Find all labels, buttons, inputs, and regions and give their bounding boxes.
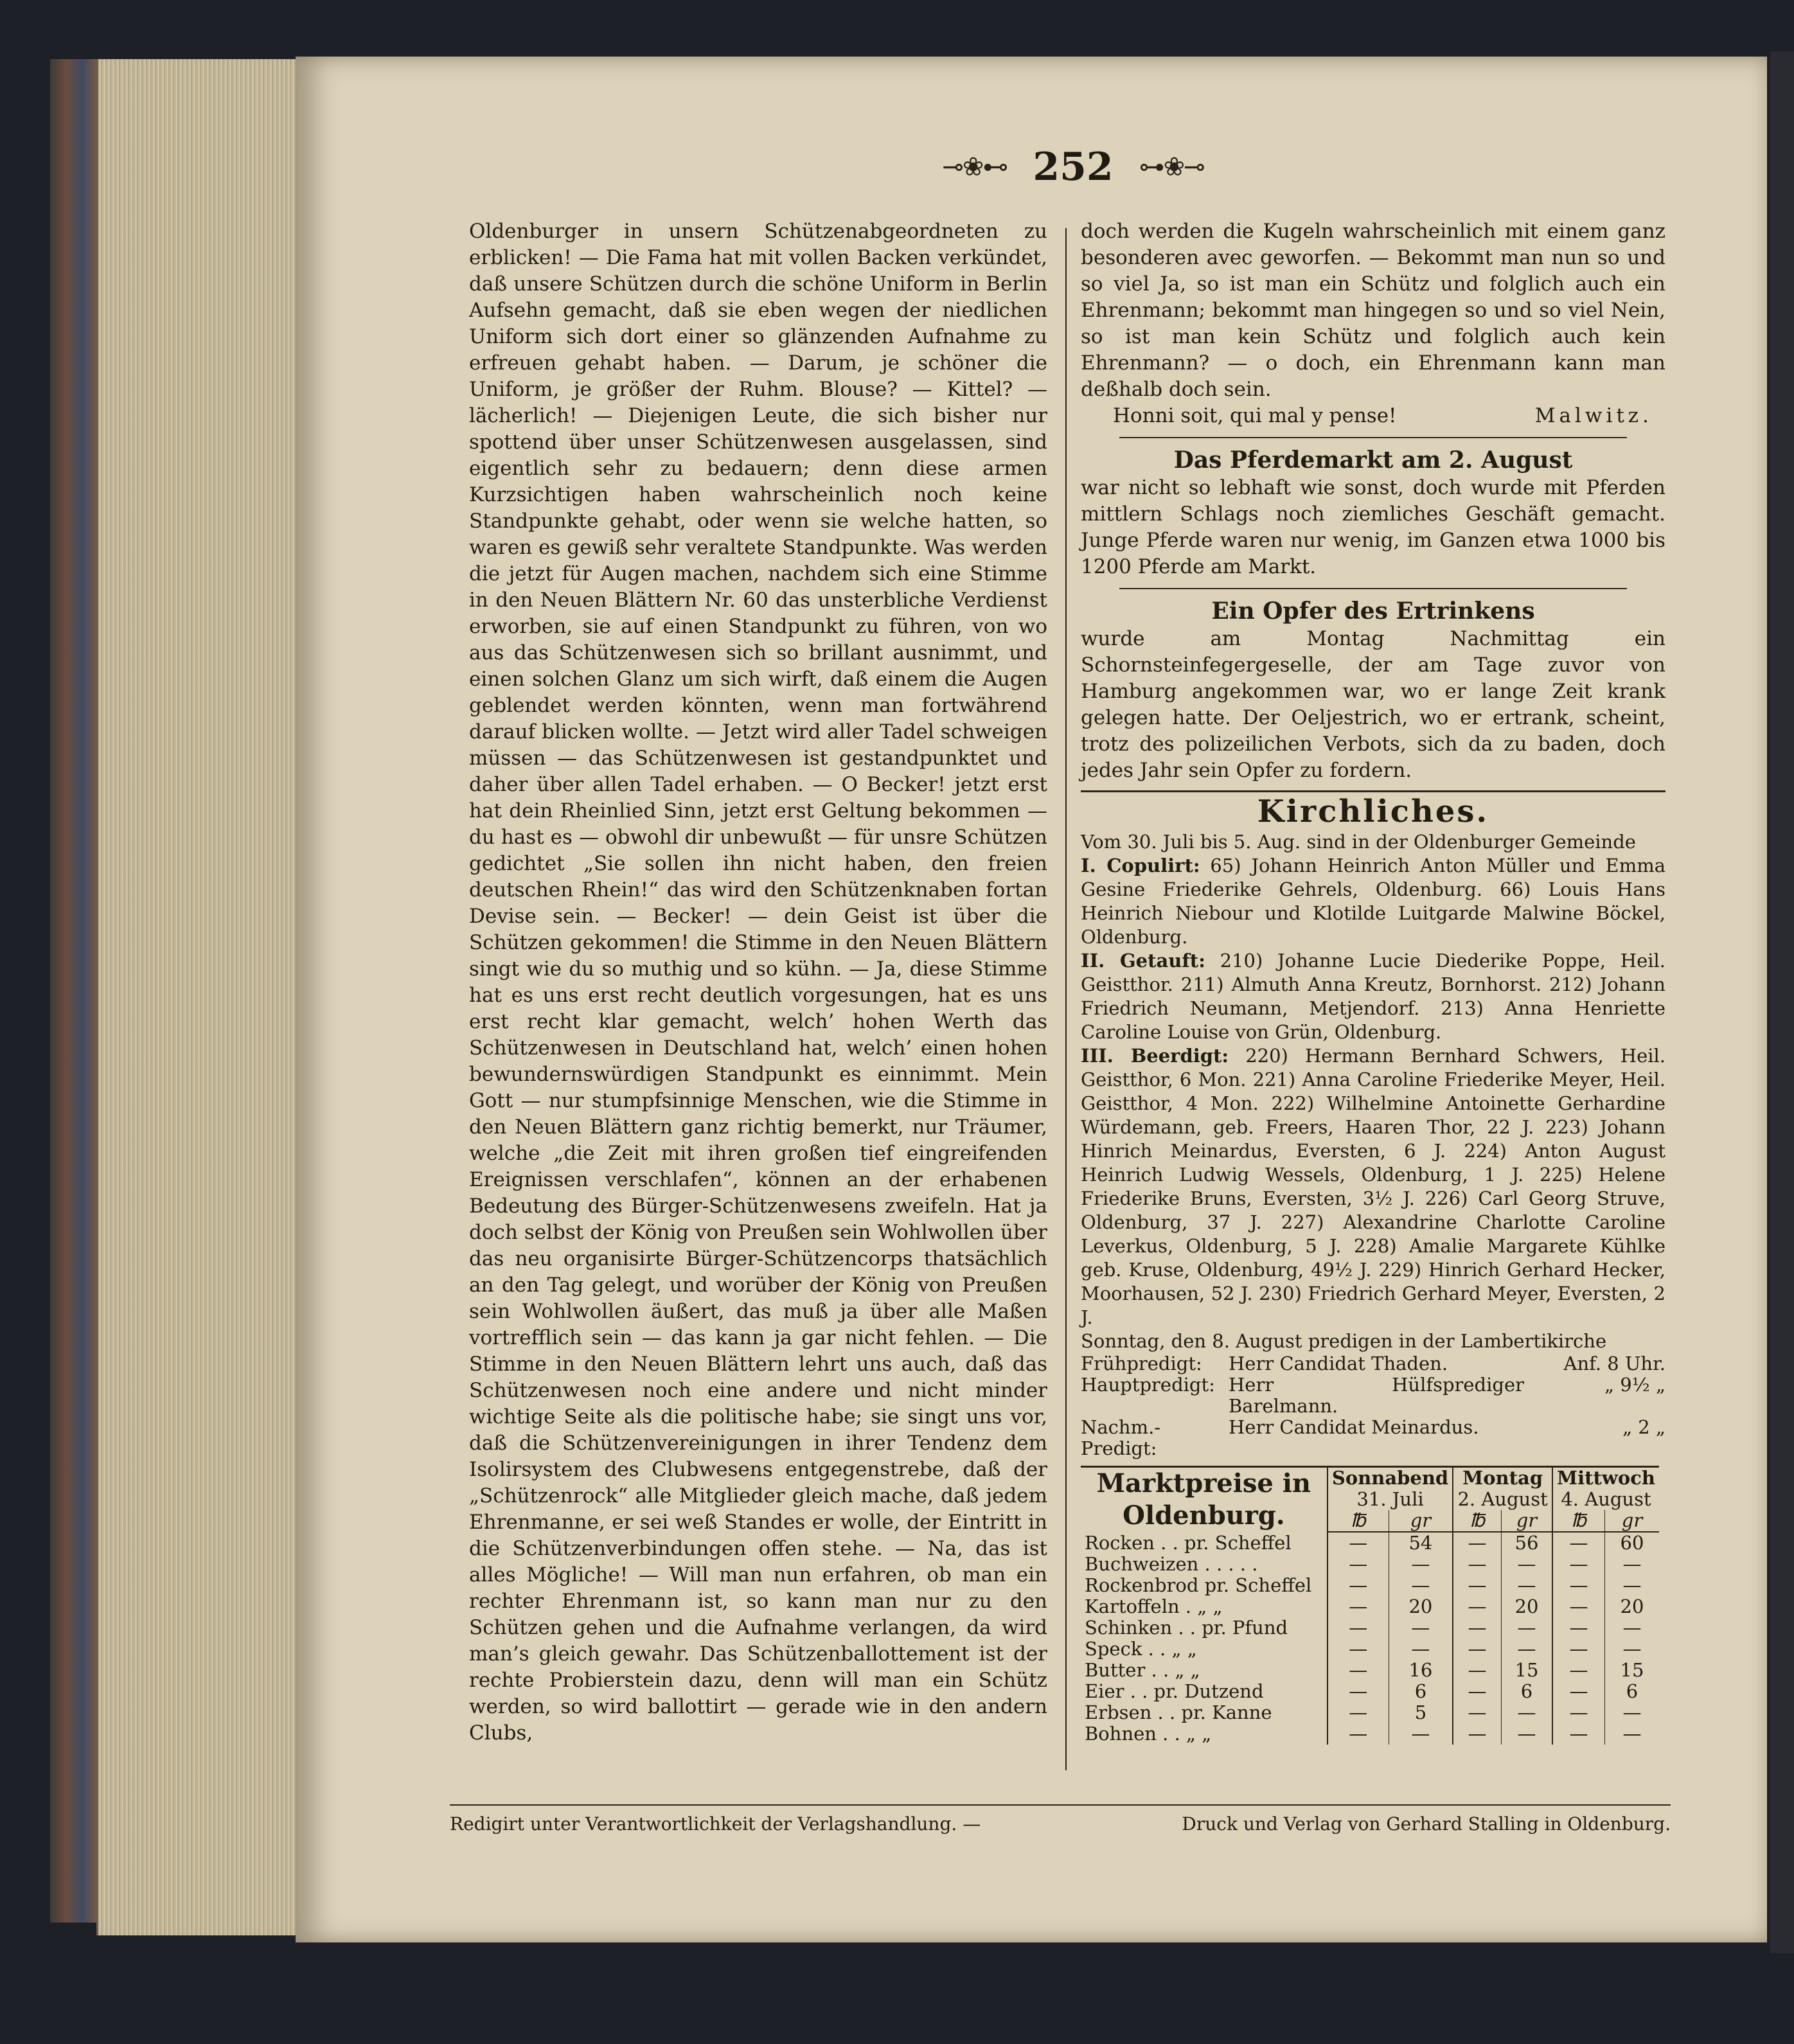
sermon-schedule — [1081, 1353, 1665, 1459]
section-rule-full — [1081, 790, 1665, 792]
prices-title — [1081, 1467, 1328, 1533]
price-value: — — [1453, 1660, 1501, 1681]
page-header — [919, 145, 1227, 190]
price-value: — — [1328, 1575, 1389, 1596]
price-value: — — [1453, 1617, 1501, 1639]
price-item: Eier . . pr. Dutzend — [1085, 1680, 1264, 1702]
unit-groschen: gr — [1501, 1510, 1552, 1532]
price-value: — — [1453, 1702, 1501, 1723]
price-value: — — [1552, 1681, 1604, 1702]
price-value: — — [1501, 1639, 1552, 1660]
price-value: 54 — [1389, 1532, 1453, 1554]
price-rows — [1081, 1532, 1659, 1745]
price-row — [1081, 1575, 1659, 1596]
price-row — [1081, 1702, 1659, 1723]
price-value: — — [1389, 1639, 1453, 1660]
unit-thaler: ℔ — [1453, 1510, 1501, 1532]
left-column-text: Oldenburger in unsern Schützenabgeordneten zu erblicken! — Die Fama hat mit vollen Backen verkündet, daß unsere Schützen durch die schöne Uniform in Berlin Aufsehn gemacht, daß sie eben wegen der niedlichen Uniform sich dort einer so glänzenden Aufnahme zu erfreuen gehabt haben. — Darum, je schöner die Uniform, je größer der Ruhm. Blouse? — Kittel? — lächerlich! — Diejenigen Leute, die sich bisher nur spottend über unser Schützenwesen ausgelassen, sind eigentlich sehr zu bedauern; denn diese armen Kurzsichtigen haben wahrscheinlich noch keine Standpunkte gehabt, oder wenn sie welche hatten, so waren es gewiß sehr veraltete Standpunkte. Was werden die jetzt für Augen machen, nachdem sich eine Stimme in den Neuen Blättern Nr. 60 das unsterbliche Verdienst erworben, sie auf einen Standpunkt zu führen, von wo aus das Schützenwesen sich so brillant ausnimmt, und einen solchen Glanz um sich wirft, daß einem die Augen geblendet werden könnten, wenn man fortwährend darauf blicken wollte. — Jetzt wird aller Tadel schweigen müssen — das Schützenwesen ist gestandpunktet und daher über allen Tadel erhaben. — O Becker! jetzt erst hat dein Rheinlied Sinn, jetzt erst Geltung bekommen — du hast es — obwohl dir unbewußt — für unsre Schützen gedichtet „Sie sollen ihn nicht haben, den freien deutschen Rhein!“ das wird den Schützenknaben fortan Devise sein. — Becker! — dein Geist ist über die Schützen gekommen! die Stimme in den Neuen Blättern singt wie du so muthig und so kühn. — Ja, diese Stimme hat es uns erst recht deutlich vorgesungen, hat es uns erst recht klar gemacht, welch’ hohen Werth das Schützenwesen in Deutschland hat, welch’ einen hohen bewundernswürdigen Standpunkt es einnimmt. Mein Gott — nur stumpfsinnige Menschen, wie die Stimme in den Neuen Blättern ganz richtig bemerkt, nur Träumer, welche „die Zeit mit ihren großen tief eingreifenden Ereignissen verschlafen“, können an der erhabenen Bedeutung des Bürger-Schützenwesens zweifeln. Hat ja doch selbst der König von Preußen sein Wohlwollen über das neu organisirte Bürger-Schützencorps thatsächlich an den Tag gelegt, und worüber der König von Preußen sein Wohlwollen äußert, das muß ja über alle Maßen vortrefflich sein — das kann ja gar nicht fehlen. — Die Stimme in den Neuen Blättern lehrt uns auch, daß das Schützenwesen noch eine andere und nicht minder wichtige Seite als die politische habe; sie singt uns vor, daß die Schützenvereinigungen in ihrer Tendenz dem Isolirsystem des Clubwesens entgegenstrebe, daß der „Schützenrock“ alle Mitglieder gleich mache, daß jedem Ehrenmanne, er sei weß Standes er wolle, der Eintritt in die Schützenverbindungen offen stehe. — Na, das ist alles Mögliche! — Will man nun erfahren, ob man ein rechter Ehrenmann ist, so kann man nur zu den Schützen gehen und die Aufnahme verlangen, da wird man’s gleich gewahr. Das Schützenballottement ist der rechte Probierstein dazu, denn will man ein Schütz werden, so wird ballottirt — gerade wie in den andern Clubs, — [469, 220, 1047, 1745]
price-value: — — [1552, 1554, 1604, 1575]
market-prices-table — [1081, 1466, 1659, 1745]
article-signature-line — [1081, 403, 1665, 429]
date-header: 2. August — [1453, 1489, 1552, 1510]
price-value: — — [1552, 1639, 1604, 1660]
sermon-label: Frühpredigt: — [1081, 1353, 1202, 1374]
column-divider — [1065, 228, 1067, 1770]
baptized-entry — [1081, 949, 1665, 1044]
day-header: Sonnabend — [1328, 1467, 1453, 1489]
horse-market-title: Das Pferdemarkt am 2. August — [1173, 447, 1573, 474]
page-stack-edge — [96, 59, 304, 1935]
day-header: Montag — [1453, 1467, 1552, 1489]
price-value: — — [1604, 1575, 1659, 1596]
price-value: 6 — [1604, 1681, 1659, 1702]
price-item: Butter . . „ „ — [1085, 1659, 1200, 1681]
price-value: 20 — [1501, 1596, 1552, 1617]
baptized-heading: II. Getauft: — [1081, 950, 1205, 972]
price-value: 56 — [1501, 1532, 1552, 1554]
price-value: — — [1552, 1702, 1604, 1723]
article-continuation: doch werden die Kugeln wahrscheinlich mit einem ganz besonderen avec geworfen. — Bekommt man nun so und so viel Ja, so ist man ein Schütz und folglich auch ein Ehrenmann; bekommt man hingegen so und so viel Nein, so ist man kein Schütz und folglich auch kein Ehrenmann? — o doch, ein Ehrenmann kann man deßhalb doch sein. — [1081, 220, 1665, 401]
price-value: — — [1328, 1617, 1389, 1639]
church-intro: Vom 30. Juli bis 5. Aug. sind in der Oldenburger Gemeinde — [1081, 831, 1636, 853]
price-value: — — [1552, 1575, 1604, 1596]
price-value: — — [1453, 1639, 1501, 1660]
price-value: — — [1453, 1723, 1501, 1745]
price-value: — — [1552, 1596, 1604, 1617]
price-row — [1081, 1723, 1659, 1745]
motto: Honni soit, qui mal y pense! — [1113, 404, 1397, 427]
price-item: Schinken . . pr. Pfund — [1085, 1617, 1288, 1639]
section-rule — [1119, 437, 1627, 438]
baptized-list: 210) Johanne Lucie Diederike Poppe, Heil. Geistthor. 211) Almuth Anna Kreutz, Bornhorst. 212) Johann Friedrich Neumann, Metjendorf. 213) Anna Henriette Caroline Louise von Grün, Oldenburg. — [1081, 950, 1665, 1043]
price-item: Bohnen . . „ „ — [1085, 1723, 1212, 1745]
price-value: — — [1453, 1554, 1501, 1575]
price-value: 20 — [1604, 1596, 1659, 1617]
price-row — [1081, 1660, 1659, 1681]
price-item: Buchweizen . . . . . — [1085, 1553, 1258, 1575]
price-value: — — [1453, 1596, 1501, 1617]
sermon-label: Hauptpredigt: — [1081, 1374, 1215, 1396]
page-footer — [450, 1804, 1671, 1835]
footer-editorial: Redigirt unter Verantwortlichkeit der Verlagshandlung. — — [450, 1813, 981, 1835]
price-value: — — [1604, 1639, 1659, 1660]
unit-thaler: ℔ — [1552, 1510, 1604, 1532]
price-value: — — [1604, 1723, 1659, 1745]
sermon-row — [1081, 1353, 1665, 1374]
price-value: — — [1328, 1723, 1389, 1745]
sunday-sermons-intro: Sonntag, den 8. August predigen in der Lambertikirche — [1081, 1330, 1607, 1352]
price-row — [1081, 1532, 1659, 1554]
prices-header-row — [1081, 1467, 1659, 1489]
price-value: — — [1389, 1617, 1453, 1639]
copulated-heading: I. Copulirt: — [1081, 855, 1200, 876]
price-value: — — [1501, 1575, 1552, 1596]
scan-background-right — [1770, 51, 1794, 1953]
sermon-preacher: Herr Hülfsprediger Barelmann. — [1229, 1374, 1524, 1417]
section-rule — [1119, 588, 1627, 589]
price-item: Rockenbrod pr. Scheffel — [1085, 1574, 1312, 1596]
price-value: — — [1328, 1554, 1389, 1575]
price-value: — — [1328, 1681, 1389, 1702]
price-value: — — [1552, 1660, 1604, 1681]
sermon-row — [1081, 1374, 1665, 1417]
sermon-time: „ 2 „ — [1622, 1416, 1665, 1438]
price-value: — — [1501, 1617, 1552, 1639]
right-column — [1081, 218, 1665, 1745]
price-value: — — [1389, 1554, 1453, 1575]
price-value: 15 — [1604, 1660, 1659, 1681]
sermon-time: Anf. 8 Uhr. — [1563, 1353, 1665, 1374]
price-value: — — [1604, 1702, 1659, 1723]
price-value: — — [1328, 1532, 1389, 1554]
drowning-title: Ein Opfer des Ertrinkens — [1211, 598, 1535, 625]
page-number: 252 — [1033, 145, 1114, 190]
price-value: 16 — [1389, 1660, 1453, 1681]
unit-groschen: gr — [1604, 1510, 1659, 1532]
price-value: — — [1328, 1702, 1389, 1723]
price-row — [1081, 1617, 1659, 1639]
price-value: — — [1453, 1575, 1501, 1596]
date-header: 31. Juli — [1328, 1489, 1453, 1510]
price-row — [1081, 1596, 1659, 1617]
price-value: — — [1604, 1554, 1659, 1575]
price-value: 6 — [1389, 1681, 1453, 1702]
price-value: — — [1552, 1723, 1604, 1745]
price-item: Rocken . . pr. Scheffel — [1085, 1531, 1292, 1554]
sermon-label: Nachm.-Predigt: — [1081, 1416, 1161, 1459]
buried-heading: III. Beerdigt: — [1081, 1045, 1229, 1067]
price-item: Speck . . „ „ — [1085, 1638, 1197, 1660]
sermon-preacher: Herr Candidat Meinardus. — [1229, 1416, 1479, 1438]
price-value: — — [1389, 1575, 1453, 1596]
price-row — [1081, 1639, 1659, 1660]
price-value: — — [1328, 1660, 1389, 1681]
price-value: 20 — [1389, 1596, 1453, 1617]
price-row — [1081, 1554, 1659, 1575]
sermon-preacher: Herr Candidat Thaden. — [1229, 1353, 1448, 1374]
price-value: 5 — [1389, 1702, 1453, 1723]
price-value: — — [1552, 1617, 1604, 1639]
copulated-list: 65) Johann Heinrich Anton Müller und Emma Gesine Friederike Gehrels, Oldenburg. 66) Louis Hans Heinrich Niebour und Klotilde Luitgarde Malwine Böckel, Oldenburg. — [1081, 855, 1665, 948]
drowning-text: wurde am Montag Nachmittag ein Schornsteinfegergeselle, der am Tage zuvor von Hamburg angekommen war, wo er lange Zeit krank gelegen hatte. Der Oeljestrich, wo er ertrank, scheint, trotz des polizeilichen Verbots, sich da zu baden, doch jedes Jahr sein Opfer zu fordern. — [1081, 627, 1665, 782]
price-row — [1081, 1681, 1659, 1702]
price-value: — — [1552, 1532, 1604, 1554]
day-header: Mittwoch — [1552, 1467, 1659, 1489]
price-item: Erbsen . . pr. Kanne — [1085, 1702, 1272, 1723]
left-column — [469, 218, 1047, 1746]
copulated-entry — [1081, 854, 1665, 949]
sermon-time: „ 9½ „ — [1604, 1374, 1665, 1396]
sermon-row — [1081, 1417, 1665, 1459]
church-news — [1081, 830, 1665, 1353]
price-value: — — [1453, 1681, 1501, 1702]
ornament-left-icon: ⊸❀⊷ — [942, 152, 1008, 182]
buried-entry — [1081, 1044, 1665, 1329]
unit-groschen: gr — [1389, 1510, 1453, 1532]
price-value: — — [1604, 1617, 1659, 1639]
prices-title-line1: Marktpreise in — [1096, 1468, 1311, 1498]
ornament-right-icon: ⊶❀⊸ — [1139, 152, 1204, 182]
price-value: — — [1389, 1723, 1453, 1745]
date-header: 4. August — [1552, 1489, 1659, 1510]
footer-printer: Druck und Verlag von Gerhard Stalling in Oldenburg. — [1182, 1813, 1671, 1835]
price-value: 6 — [1501, 1681, 1552, 1702]
price-item: Kartoffeln . „ „ — [1085, 1595, 1223, 1617]
price-value: — — [1328, 1596, 1389, 1617]
price-value: — — [1501, 1554, 1552, 1575]
price-value: — — [1328, 1639, 1389, 1660]
price-value: 15 — [1501, 1660, 1552, 1681]
horse-market-text: war nicht so lebhaft wie sonst, doch wurde mit Pferden mittlern Schlags noch ziemliches Geschäft gemacht. Junge Pferde waren nur wenig, im Ganzen etwa 1000 bis 1200 Pferde am Markt. — [1081, 476, 1665, 578]
price-value: 60 — [1604, 1532, 1659, 1554]
church-news-title: Kirchliches. — [1257, 794, 1489, 830]
unit-thaler: ℔ — [1328, 1510, 1389, 1532]
buried-list: 220) Hermann Bernhard Schwers, Heil. Geistthor, 6 Mon. 221) Anna Caroline Friederike Meyer, Heil. Geistthor, 4 Mon. 222) Wilhelmine Antoinette Gerhardine Würdemann, geb. Freers, Haaren Thor, 22 J. 223) Johann Hinrich Meinardus, Eversten, 6 J. 224) Anton August Heinrich Ludwig Wessels, Oldenburg, 1 J. 225) Helene Friederike Bruns, Eversten, 3½ J. 226) Carl Georg Struve, Oldenburg, 37 J. 227) Alexandrine Charlotte Caroline Leverkus, Oldenburg, 5 J. 228) Amalie Margarete Kühlke geb. Kruse, Oldenburg, 49½ J. 229) Hinrich Gerhard Hecker, Moorhausen, 52 J. 230) Friedrich Gerhard Meyer, Eversten, 2 J. — [1081, 1045, 1665, 1328]
author-signature: Malwitz. — [1534, 404, 1653, 427]
price-value: — — [1501, 1723, 1552, 1745]
price-value: — — [1453, 1532, 1501, 1554]
price-value: — — [1501, 1702, 1552, 1723]
prices-title-line2: Oldenburg. — [1123, 1500, 1285, 1531]
